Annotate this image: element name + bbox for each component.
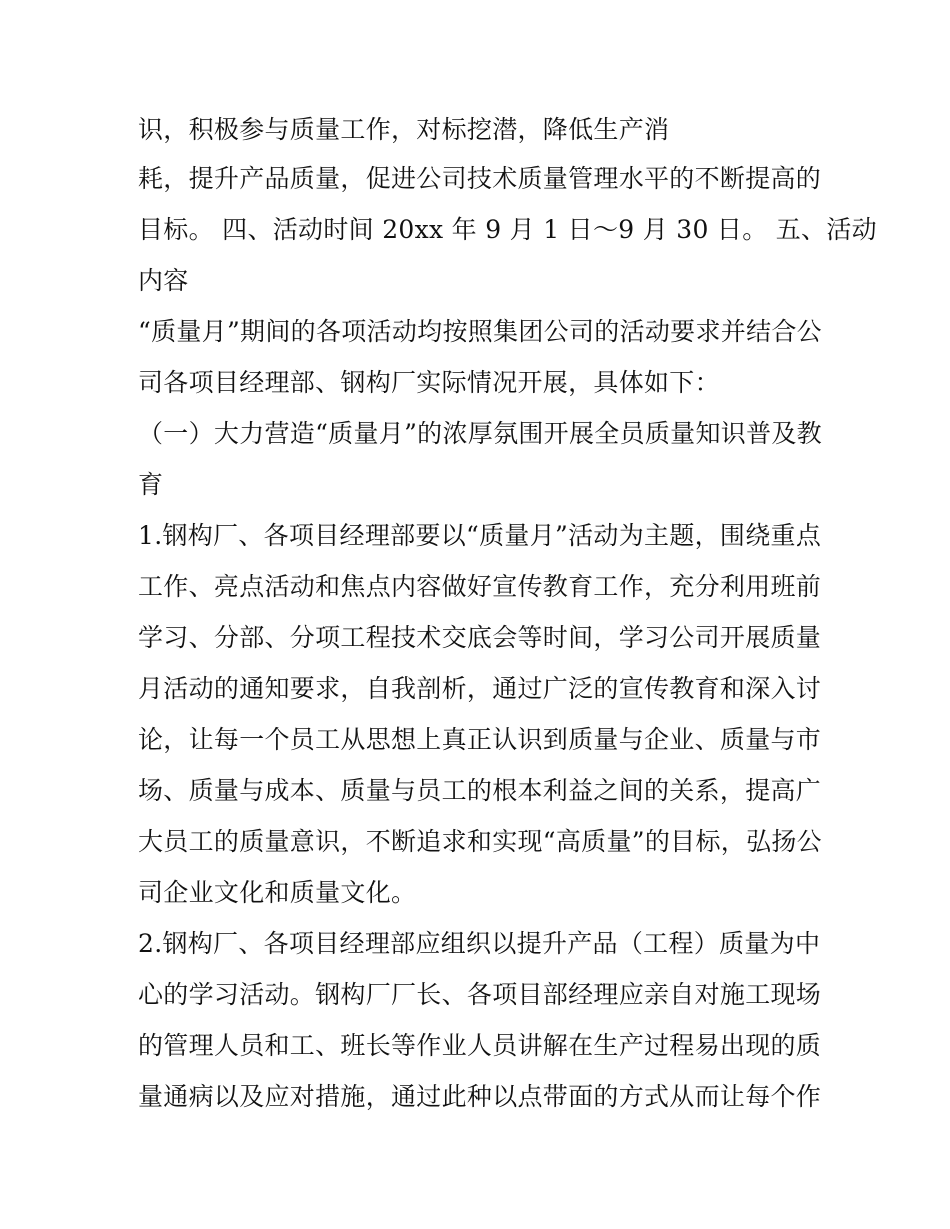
text-line: 2.钢构厂、各项目经理部应组织以提升产品（工程）质量为中: [138, 929, 821, 958]
text-line: 的管理人员和工、班长等作业人员讲解在生产过程易出现的质: [138, 1031, 822, 1060]
text-line: 学习、分部、分项工程技术交底会等时间，学习公司开展质量: [138, 623, 822, 652]
text-line: 论，让每一个员工从思想上真正认识到质量与企业、质量与市: [138, 725, 822, 754]
text-line: 场、质量与成本、质量与员工的根本利益之间的关系，提高广: [138, 776, 822, 805]
text-line: 目标。 四、活动时间 20xx 年 9 月 1 日～9 月 30 日。 五、活动: [138, 215, 877, 244]
text-line: “质量月”期间的各项活动均按照集团公司的活动要求并结合公: [138, 317, 822, 346]
text-line: 心的学习活动。钢构厂厂长、各项目部经理应亲自对施工现场: [138, 980, 822, 1009]
text-line: 1.钢构厂、各项目经理部要以“质量月”活动为主题，围绕重点: [138, 521, 822, 550]
text-line: 耗，提升产品质量，促进公司技术质量管理水平的不断提高的: [138, 164, 822, 193]
text-line: 量通病以及应对措施，通过此种以点带面的方式从而让每个作: [138, 1082, 822, 1111]
text-line: 识，积极参与质量工作，对标挖潜，降低生产消: [138, 115, 670, 144]
text-line: 内容: [138, 266, 189, 295]
text-line: 月活动的通知要求，自我剖析，通过广泛的宣传教育和深入讨: [138, 674, 822, 703]
text-line: 司各项目经理部、钢构厂实际情况开展，具体如下：: [138, 368, 720, 397]
text-line: 工作、亮点活动和焦点内容做好宣传教育工作，充分利用班前: [138, 572, 822, 601]
text-line: （一）大力营造“质量月”的浓厚氛围开展全员质量知识普及教: [138, 419, 822, 448]
text-line: 大员工的质量意识，不断追求和实现“高质量”的目标，弘扬公: [138, 827, 822, 856]
text-line: 育: [138, 470, 164, 499]
text-line: 司企业文化和质量文化。: [138, 878, 417, 907]
